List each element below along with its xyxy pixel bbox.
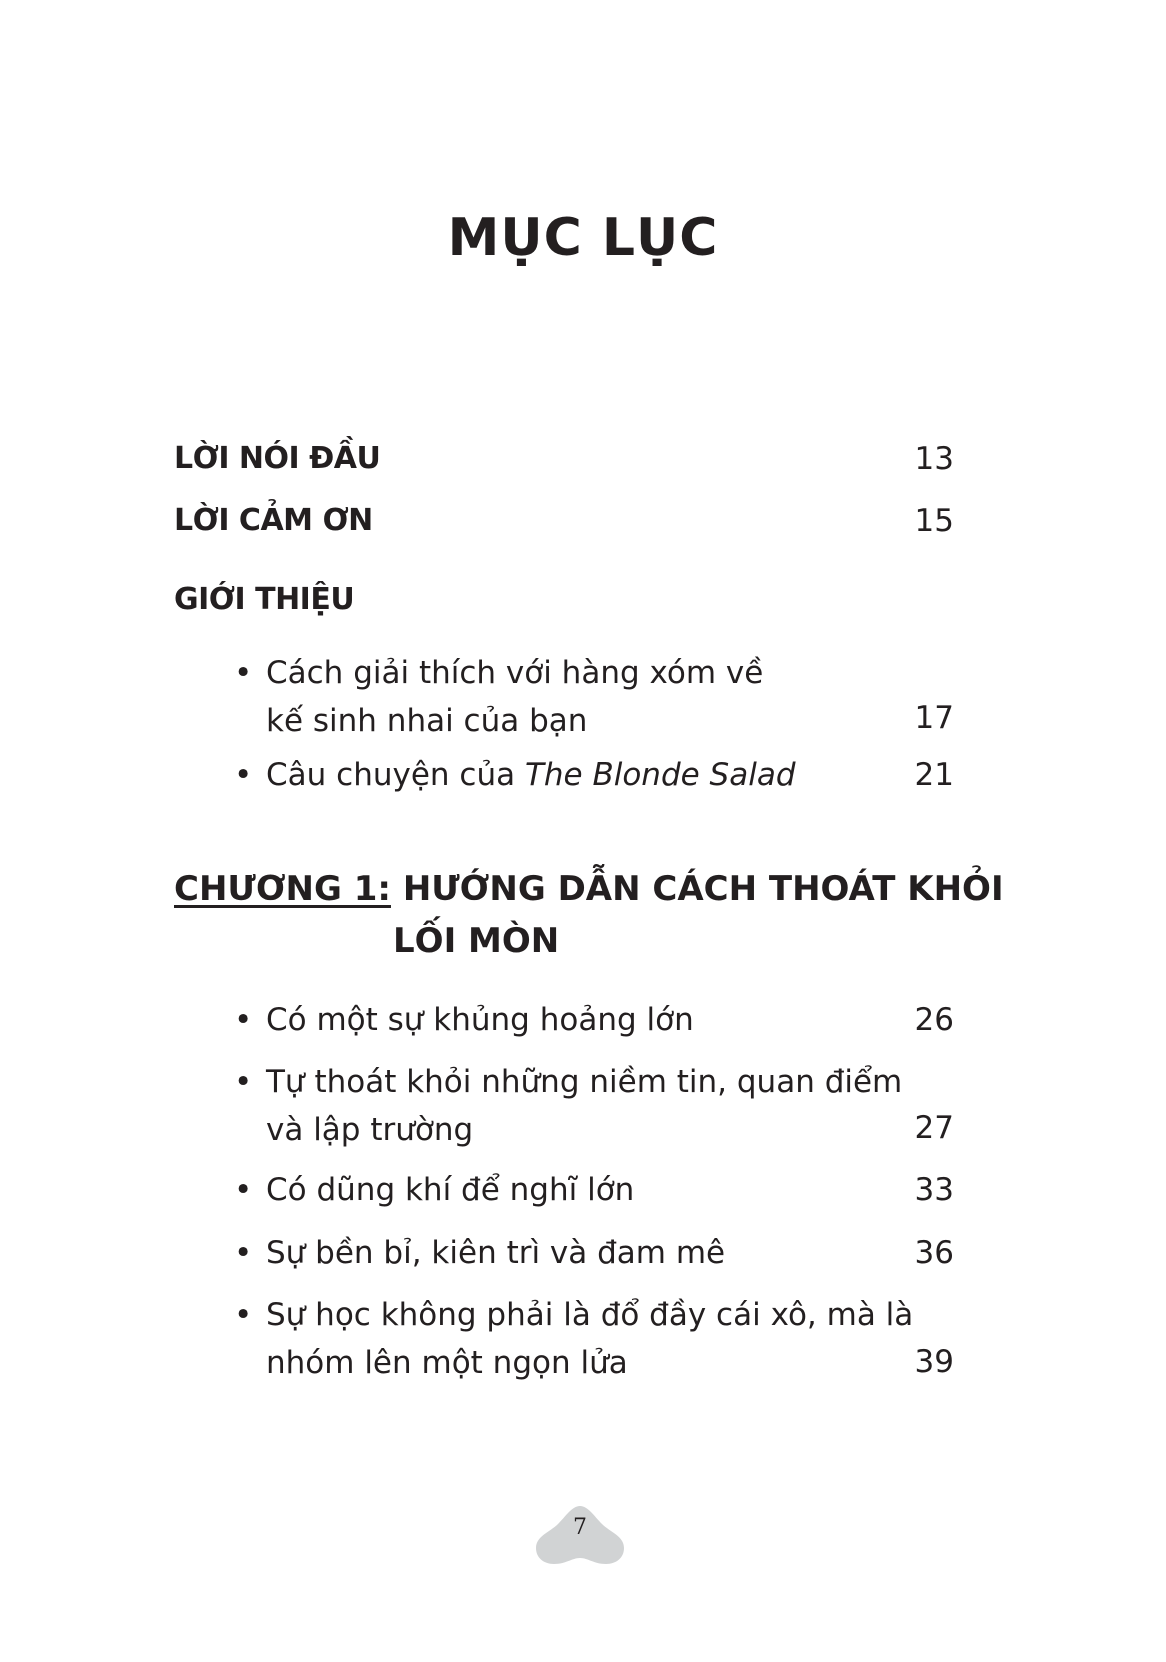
toc-item-text: Câu chuyện của: [266, 757, 525, 793]
toc-section-introduction: GIỚI THIỆU: [174, 582, 355, 617]
chapter-title: HƯỚNG DẪN CÁCH THOÁT KHỎI: [402, 869, 1004, 909]
toc-item-line: nhóm lên một ngọn lửa: [266, 1345, 628, 1381]
toc-entry-acknowledgements: LỜI CẢM ƠN: [174, 503, 373, 538]
chapter-label: CHƯƠNG 1:: [174, 869, 391, 909]
toc-page: 27: [914, 1110, 954, 1146]
toc-page: 36: [914, 1235, 954, 1271]
toc-item: [266, 1291, 914, 1387]
toc-item: Có một sự khủng hoảng lớn: [266, 1002, 694, 1038]
page-title: MỤC LỤC: [447, 208, 719, 268]
toc-item: [266, 1058, 903, 1154]
bullet-icon: •: [234, 1297, 253, 1333]
toc-page: 26: [914, 1002, 954, 1038]
toc-item-line: Sự học không phải là đổ đầy cái xô, mà là: [266, 1297, 914, 1333]
toc-page: 17: [914, 700, 954, 736]
bullet-icon: •: [234, 1235, 253, 1271]
toc-item: [266, 751, 886, 799]
toc-page: 21: [914, 757, 954, 793]
page-number: 7: [573, 1515, 587, 1540]
toc-item-line: kế sinh nhai của bạn: [266, 703, 588, 739]
toc-item-italic-title: The Blonde Salad: [524, 757, 796, 793]
toc-item-line: và lập trường: [266, 1112, 474, 1148]
toc-entry-preface: LỜI NÓI ĐẦU: [174, 441, 381, 476]
toc-item: [266, 649, 886, 745]
toc-page-preface: 13: [914, 441, 954, 477]
toc-item-line: Cách giải thích với hàng xóm về: [266, 655, 764, 691]
bullet-icon: •: [234, 1172, 253, 1208]
toc-item: Sự bền bỉ, kiên trì và đam mê: [266, 1235, 726, 1271]
chapter-heading: [174, 862, 1004, 916]
bullet-icon: •: [234, 1064, 253, 1100]
toc-page: 33: [914, 1172, 954, 1208]
bullet-icon: •: [234, 757, 253, 793]
chapter-title-continued: LỐI MÒN: [393, 921, 560, 961]
toc-page-acknowledgements: 15: [914, 503, 954, 539]
toc-item-line: Tự thoát khỏi những niềm tin, quan điểm: [266, 1064, 903, 1100]
toc-item: Có dũng khí để nghĩ lớn: [266, 1172, 635, 1208]
bullet-icon: •: [234, 655, 253, 691]
toc-page: 39: [914, 1344, 954, 1380]
bullet-icon: •: [234, 1002, 253, 1038]
